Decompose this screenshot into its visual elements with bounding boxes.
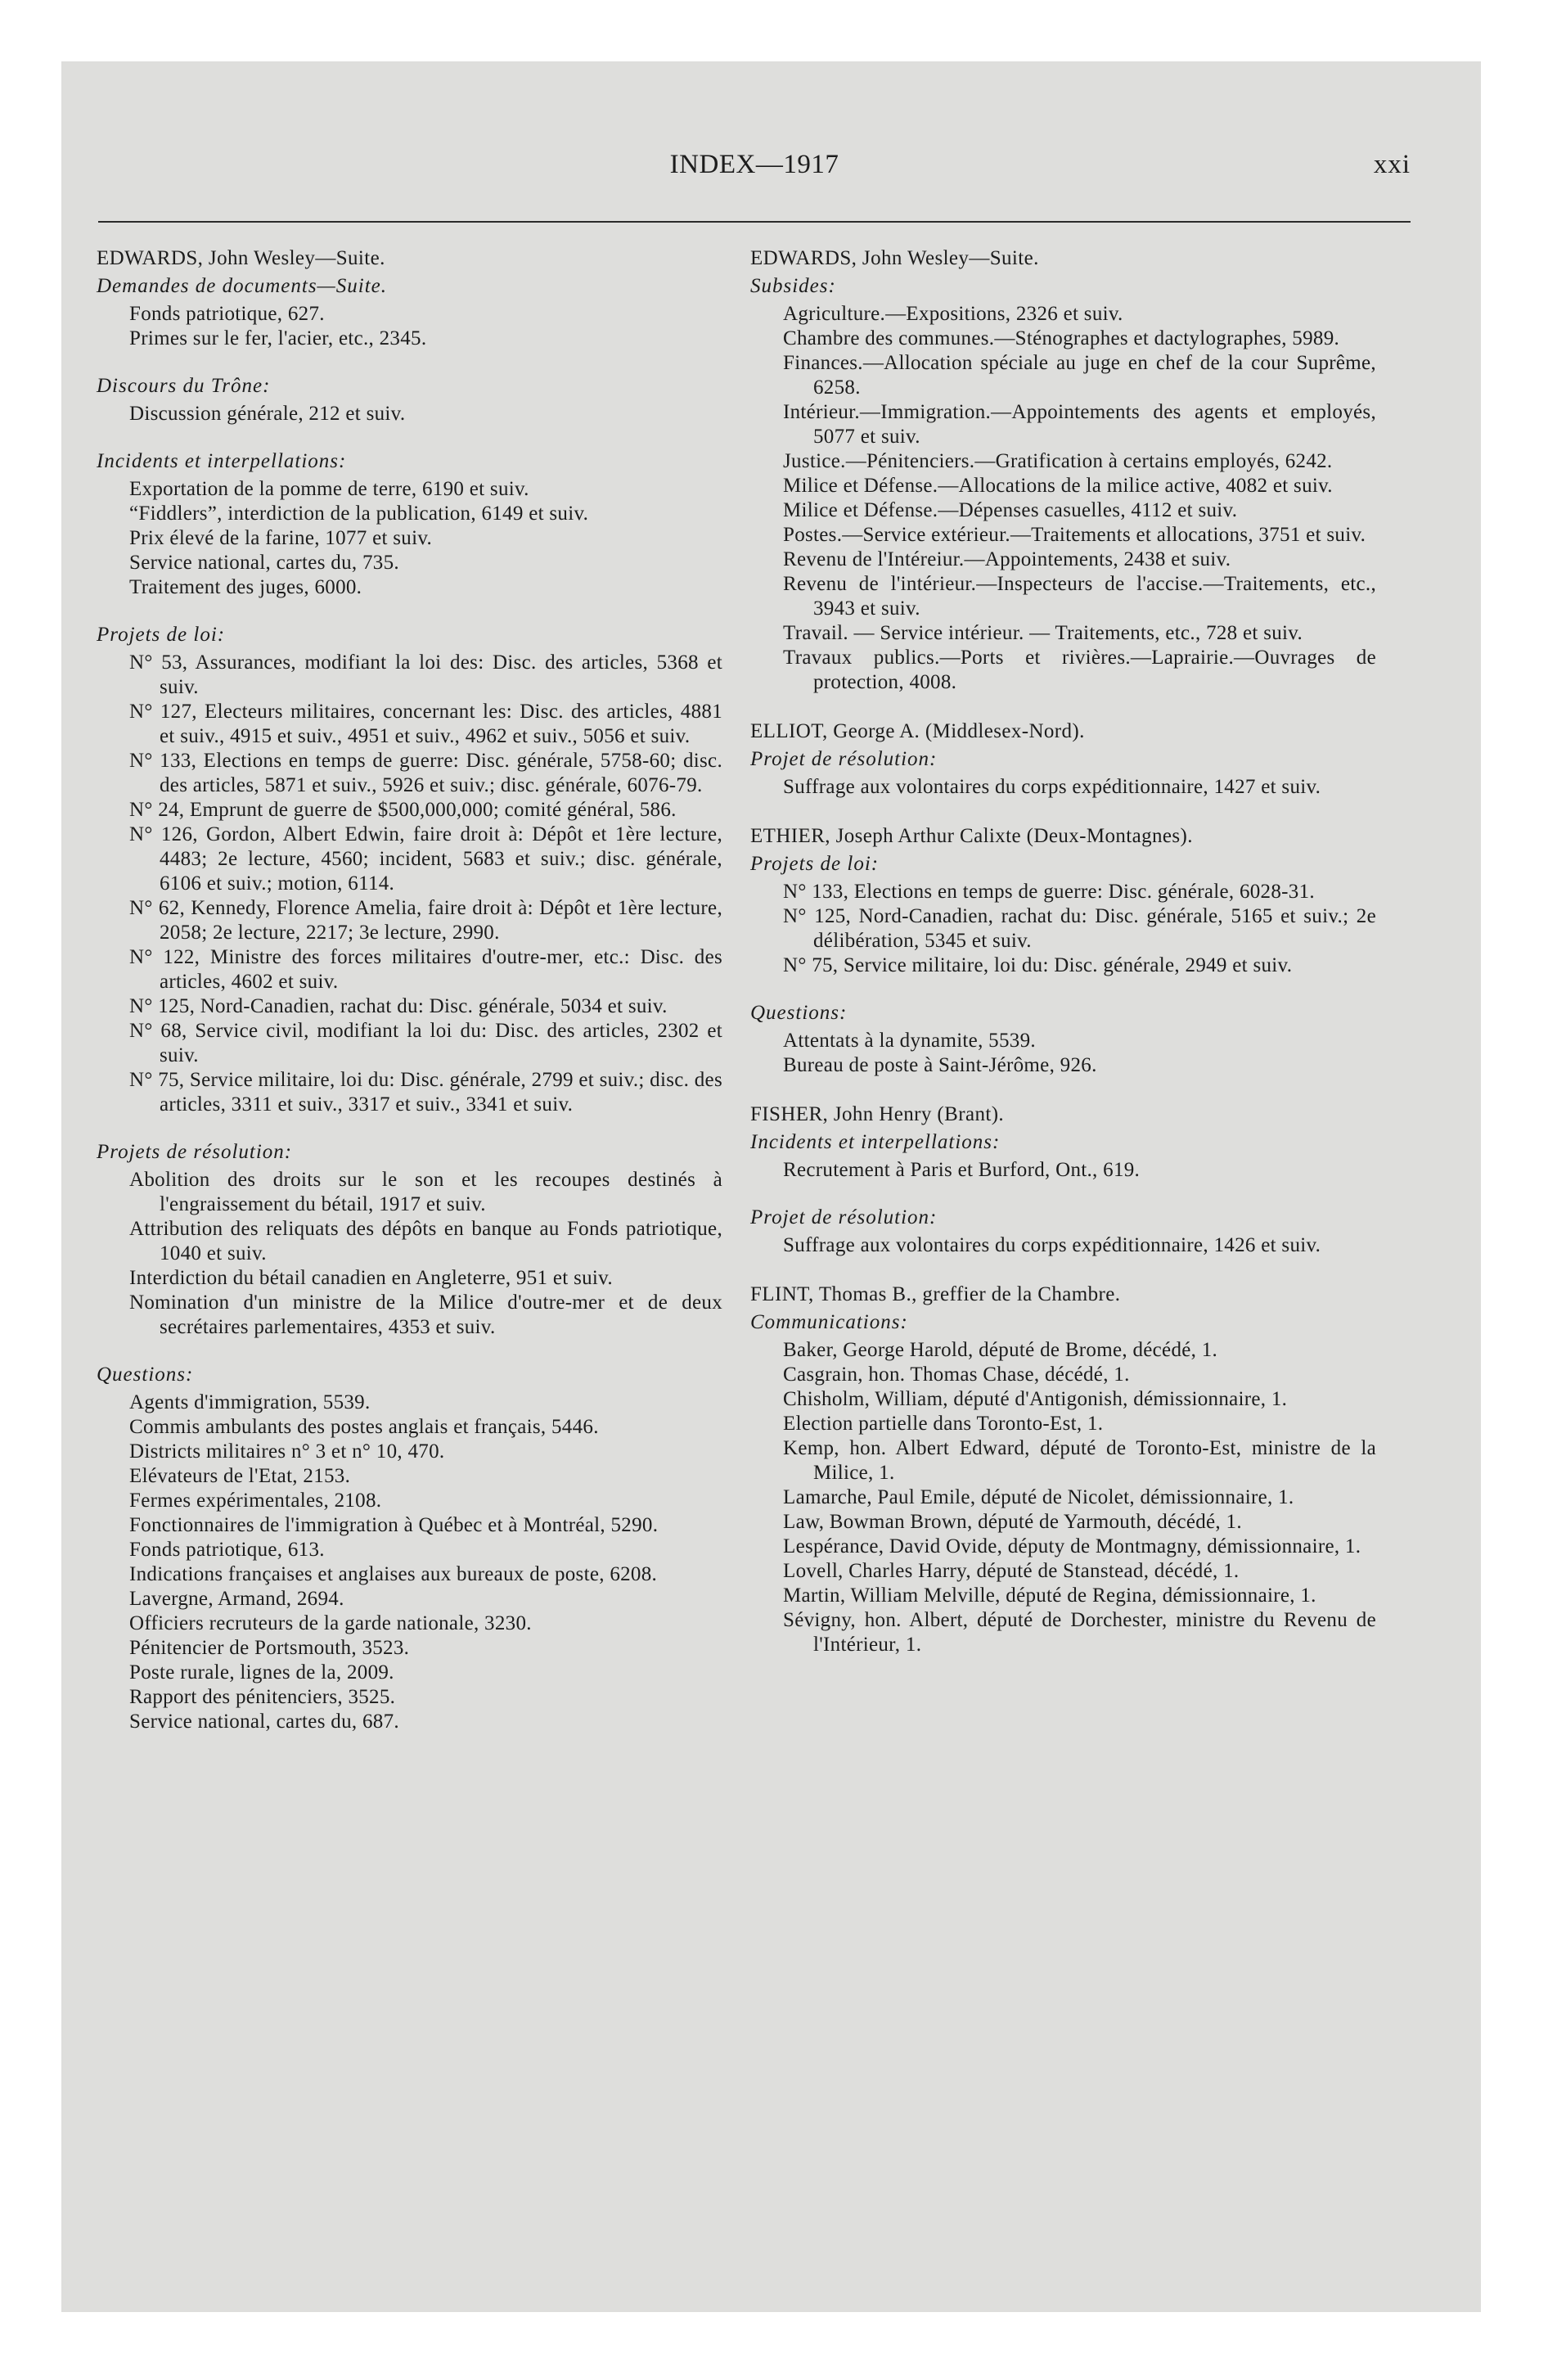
index-entry: Fonctionnaires de l'immigration à Québec et à Montréal, 5290. <box>129 1514 659 1536</box>
index-entry: N° 133, Elections en temps de guerre: Disc. générale, 6028-31. <box>783 881 1315 903</box>
section-heading: Projets de loi: <box>750 853 880 875</box>
index-entry: Revenu de l'intérieur.—Inspecteurs de l'accise.—Traitements, etc., 3943 et suiv. <box>783 573 1376 620</box>
index-entry: Recrutement à Paris et Burford, Ont., 619. <box>783 1159 1141 1181</box>
scanned-page <box>61 61 1481 2312</box>
index-entry: Justice.—Pénitenciers.—Gratification à certains employés, 6242. <box>783 450 1333 472</box>
index-entry: Districts militaires n° 3 et n° 10, 470. <box>129 1440 445 1463</box>
entry-name: EDWARDS, John Wesley—Suite. <box>97 247 385 269</box>
index-entry: Poste rurale, lignes de la, 2009. <box>129 1661 394 1684</box>
index-entry: Kemp, hon. Albert Edward, député de Toronto-Est, ministre de la Milice, 1. <box>783 1437 1376 1484</box>
index-entry: N° 75, Service militaire, loi du: Disc. générale, 2799 et suiv.; disc. des articles, 3311 et suiv., 3317 et suiv., 3341 et suiv. <box>129 1069 722 1116</box>
index-entry: Service national, cartes du, 687. <box>129 1711 399 1733</box>
index-entry: Travaux publics.—Ports et rivières.—Laprairie.—Ouvrages de protection, 4008. <box>783 647 1376 693</box>
section-heading: Incidents et interpellations: <box>750 1131 1001 1153</box>
entry-name: FLINT, Thomas B., greffier de la Chambre. <box>750 1283 1121 1305</box>
index-entry: N° 24, Emprunt de guerre de $500,000,000; comité général, 586. <box>129 799 677 821</box>
index-entry: Bureau de poste à Saint-Jérôme, 926. <box>783 1054 1097 1076</box>
index-entry: Primes sur le fer, l'acier, etc., 2345. <box>129 327 427 349</box>
index-entry: Rapport des pénitenciers, 3525. <box>129 1686 396 1708</box>
section-heading: Projets de loi: <box>97 624 226 646</box>
index-entry: N° 133, Elections en temps de guerre: Disc. générale, 5758-60; disc. des articles, 5871 et suiv., 5926 et suiv.; disc. générale, 6076-79. <box>129 750 722 796</box>
index-entry: Traitement des juges, 6000. <box>129 576 362 598</box>
section-heading: Projet de résolution: <box>750 748 938 770</box>
index-entry: N° 125, Nord-Canadien, rachat du: Disc. générale, 5034 et suiv. <box>129 995 668 1017</box>
index-entry: Martin, William Melville, député de Regina, démissionnaire, 1. <box>783 1584 1316 1607</box>
index-entry: Indications françaises et anglaises aux bureaux de poste, 6208. <box>129 1563 658 1585</box>
index-entry: Lamarche, Paul Emile, député de Nicolet, démissionnaire, 1. <box>783 1486 1294 1508</box>
index-entry: Milice et Défense.—Dépenses casuelles, 4112 et suiv. <box>783 499 1238 521</box>
entry-name: EDWARDS, John Wesley—Suite. <box>750 247 1039 269</box>
index-entry: N° 68, Service civil, modifiant la loi du: Disc. des articles, 2302 et suiv. <box>129 1020 722 1066</box>
entry-name: ELLIOT, George A. (Middlesex-Nord). <box>750 720 1085 742</box>
running-title: INDEX—1917 <box>669 150 839 179</box>
index-entry: Agents d'immigration, 5539. <box>129 1391 371 1413</box>
index-entry: Casgrain, hon. Thomas Chase, décédé, 1. <box>783 1364 1130 1386</box>
index-entry: Pénitencier de Portsmouth, 3523. <box>129 1637 410 1659</box>
index-entry: N° 53, Assurances, modifiant la loi des: Disc. des articles, 5368 et suiv. <box>129 651 722 698</box>
section-heading: Subsides: <box>750 275 836 297</box>
index-entry: Sévigny, hon. Albert, député de Dorchester, ministre du Revenu de l'Intérieur, 1. <box>783 1609 1376 1656</box>
index-entry: Exportation de la pomme de terre, 6190 et suiv. <box>129 478 529 500</box>
index-entry: Interdiction du bétail canadien en Angleterre, 951 et suiv. <box>129 1267 613 1289</box>
index-entry: N° 75, Service militaire, loi du: Disc. générale, 2949 et suiv. <box>783 954 1293 976</box>
index-entry: Attentats à la dynamite, 5539. <box>783 1030 1036 1052</box>
index-entry: Revenu de l'Intéreiur.—Appointements, 2438 et suiv. <box>783 548 1231 570</box>
index-entry: Suffrage aux volontaires du corps expéditionnaire, 1426 et suiv. <box>783 1234 1321 1256</box>
page-number: xxi <box>1373 150 1411 179</box>
section-heading: Demandes de documents—Suite. <box>97 275 388 297</box>
section-heading: Projets de résolution: <box>97 1141 293 1163</box>
index-entry: Travail. — Service intérieur. — Traitements, etc., 728 et suiv. <box>783 622 1303 644</box>
section-heading: Projet de résolution: <box>750 1206 938 1228</box>
index-entry: N° 126, Gordon, Albert Edwin, faire droit à: Dépôt et 1ère lecture, 4483; 2e lecture, 4560; incident, 5683 et suiv.; disc. générale, 6106 et suiv.; motion, 6114. <box>129 823 722 895</box>
index-entry: Baker, George Harold, député de Brome, décédé, 1. <box>783 1339 1218 1361</box>
left-column <box>97 246 722 1734</box>
index-entry: Commis ambulants des postes anglais et français, 5446. <box>129 1416 599 1438</box>
index-entry: Abolition des droits sur le son et les recoupes destinés à l'engraissement du bétail, 1917 et suiv. <box>129 1169 722 1215</box>
index-entry: Postes.—Service extérieur.—Traitements et allocations, 3751 et suiv. <box>783 524 1366 546</box>
index-entry: Chambre des communes.—Sténographes et dactylographes, 5989. <box>783 327 1340 349</box>
index-entry: Fonds patriotique, 627. <box>129 303 325 325</box>
index-entry: N° 125, Nord-Canadien, rachat du: Disc. générale, 5165 et suiv.; 2e délibération, 5345 et suiv. <box>783 905 1376 952</box>
section-heading: Communications: <box>750 1311 908 1333</box>
index-entry: Law, Bowman Brown, député de Yarmouth, décédé, 1. <box>783 1511 1242 1533</box>
index-entry: Finances.—Allocation spéciale au juge en chef de la cour Suprême, 6258. <box>783 352 1376 399</box>
index-entry: Discussion générale, 212 et suiv. <box>129 403 406 425</box>
header-rule <box>98 221 1411 223</box>
right-column <box>750 246 1376 1657</box>
index-entry: Election partielle dans Toronto-Est, 1. <box>783 1413 1104 1435</box>
index-entry: Milice et Défense.—Allocations de la milice active, 4082 et suiv. <box>783 475 1333 497</box>
index-entry: Lespérance, David Ovide, députy de Montmagny, démissionnaire, 1. <box>783 1535 1361 1557</box>
index-entry: Chisholm, William, député d'Antigonish, démissionnaire, 1. <box>783 1388 1288 1410</box>
section-heading: Discours du Trône: <box>97 375 271 397</box>
index-entry: Lovell, Charles Harry, député de Stanstead, décédé, 1. <box>783 1560 1240 1582</box>
index-entry: Intérieur.—Immigration.—Appointements des agents et employés, 5077 et suiv. <box>783 401 1376 448</box>
index-entry: Agriculture.—Expositions, 2326 et suiv. <box>783 303 1123 325</box>
index-entry: N° 122, Ministre des forces militaires d'outre-mer, etc.: Disc. des articles, 4602 et suiv. <box>129 946 722 993</box>
index-entry: Nomination d'un ministre de la Milice d'outre-mer et de deux secrétaires parlementaires, 4353 et suiv. <box>129 1291 722 1338</box>
index-entry: “Fiddlers”, interdiction de la publication, 6149 et suiv. <box>129 503 589 525</box>
index-entry: Prix élevé de la farine, 1077 et suiv. <box>129 527 433 549</box>
page-header <box>98 150 1411 191</box>
index-entry: Lavergne, Armand, 2694. <box>129 1588 344 1610</box>
index-entry: Fermes expérimentales, 2108. <box>129 1490 382 1512</box>
section-heading: Incidents et interpellations: <box>97 450 347 472</box>
index-entry: Officiers recruteurs de la garde nationale, 3230. <box>129 1612 532 1634</box>
index-entry: Fonds patriotique, 613. <box>129 1539 325 1561</box>
entry-name: FISHER, John Henry (Brant). <box>750 1103 1005 1125</box>
entry-name: ETHIER, Joseph Arthur Calixte (Deux-Montagnes). <box>750 825 1193 847</box>
index-entry: Elévateurs de l'Etat, 2153. <box>129 1465 351 1487</box>
index-entry: N° 127, Electeurs militaires, concernant les: Disc. des articles, 4881 et suiv., 4915 et suiv., 4951 et suiv., 4962 et suiv., 5056 et suiv. <box>129 701 722 747</box>
section-heading: Questions: <box>750 1002 848 1024</box>
index-entry: Suffrage aux volontaires du corps expéditionnaire, 1427 et suiv. <box>783 776 1321 798</box>
index-entry: N° 62, Kennedy, Florence Amelia, faire droit à: Dépôt et 1ère lecture, 2058; 2e lecture, 2217; 3e lecture, 2990. <box>129 897 722 944</box>
index-entry: Attribution des reliquats des dépôts en banque au Fonds patriotique, 1040 et suiv. <box>129 1218 722 1264</box>
index-entry: Service national, cartes du, 735. <box>129 552 399 574</box>
section-heading: Questions: <box>97 1364 194 1386</box>
